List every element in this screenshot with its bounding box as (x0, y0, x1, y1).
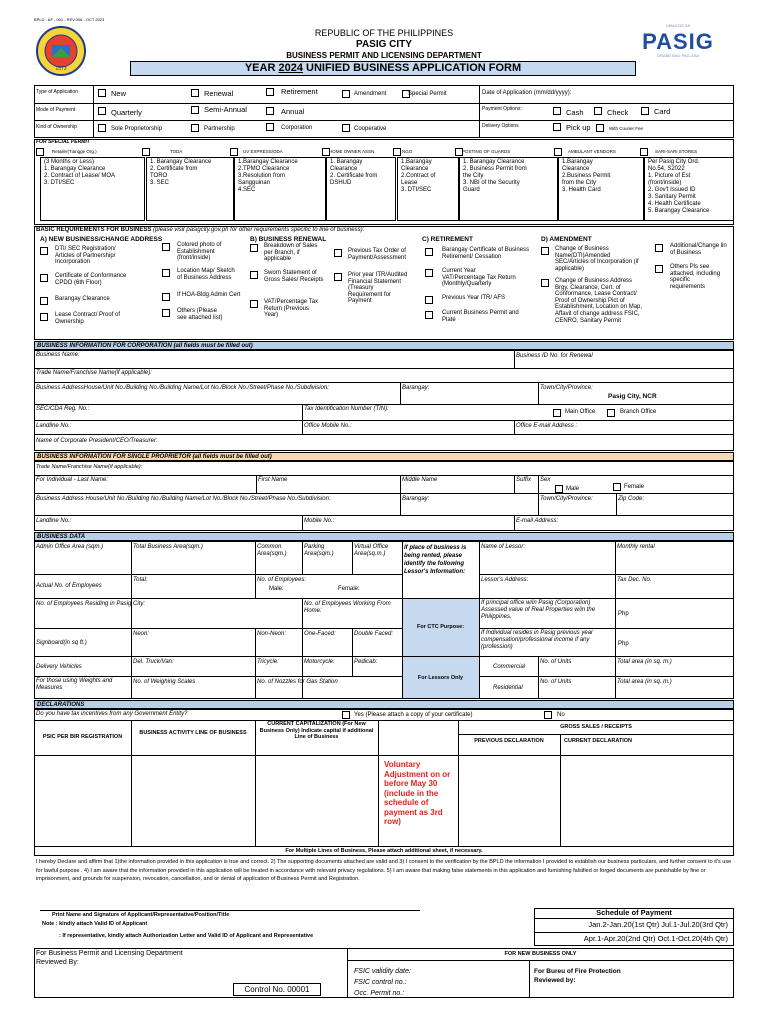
no-employees-label: No. of Employees: (257, 577, 307, 583)
current-declaration-label: CURRENT DECLARATION (564, 738, 633, 744)
new-business-req2-checkbox-1[interactable] (162, 243, 170, 251)
bpld-label: For Business Permit and Licensing Department (36, 950, 183, 957)
weights-measures-label: For those using Weights and Measures (36, 678, 113, 691)
corp-town-value: Pasig City, NCR (608, 393, 657, 400)
occupancy-permit-label: Occ. Permit no.: (354, 990, 405, 997)
commercial-area-label: Total area (in sq. m.) (617, 659, 672, 665)
new-business-req-item-2: Certificate of Conformance CPDO (6th Floor) (55, 273, 127, 286)
truck-label: Del. Truck/Van: (133, 659, 174, 665)
retirement-req-item-2: Current Year VAT/Percentage Tax Return (Monthly/Quarterly (442, 268, 516, 288)
sole-barangay-label: Barangay: (402, 496, 430, 502)
ctc-label: For CTC Purpose: (416, 624, 465, 630)
corporation-label: Corporation (281, 125, 313, 131)
cash-label: Cash (566, 108, 584, 117)
retirement-checkbox[interactable] (266, 88, 274, 96)
activity-label: BUSINESS ACTIVITY LINE OF BUSINESS (139, 730, 247, 736)
retirement-req-item-3: Previous Year ITR/ AFS (442, 295, 506, 301)
renewal-checkbox[interactable] (191, 89, 199, 97)
pickup-checkbox[interactable] (553, 123, 561, 131)
psic-label: PSIC PER BIR REGISTRATION (42, 734, 123, 740)
weighing-scales-label: No. of Weighing Scales (133, 679, 196, 685)
pedicab-label: Pedicab: (354, 659, 378, 665)
main-office-label: Main Office (565, 409, 596, 415)
new-business-req-item-1: DTI/ SEC Registration/ Articles of Partnership/ Incorporation (55, 246, 116, 266)
new-business-req2-item-4: Others (Please see attached list) (177, 308, 223, 321)
corp-barangay-label: Barangay: (402, 385, 430, 391)
corporation-checkbox[interactable] (266, 123, 274, 131)
ownership-label: Kind of Ownership (36, 124, 77, 130)
semi-annual-label: Semi-Annual (204, 105, 247, 114)
common-area-label: Common Area(sqm.) (257, 544, 287, 557)
schedule-title: Schedule of Payment (596, 908, 672, 917)
retirement-req-item-4: Current Business Permit and Plate (442, 310, 519, 323)
amendment-req-checkbox-2[interactable] (541, 279, 549, 287)
corp-town-label: Town/City/Province: (540, 385, 593, 391)
tricycle-label: Tricycle: (257, 659, 279, 665)
corp-tin-label: Tax Identification Number (TIN): (304, 406, 389, 412)
lessor-info-label: If place of business is being rented, please identify the following Lessor's Information: (404, 545, 467, 575)
courier-checkbox[interactable] (596, 124, 604, 132)
amendment-label: Amendment (354, 91, 387, 97)
incentives-yes-checkbox[interactable] (342, 711, 350, 719)
annual-label: Annual (281, 107, 305, 116)
voluntary-adjustment-note: Voluntary Adjustment on or before May 30 (include in the schedule of payment as 3rd row) (384, 760, 451, 826)
delivery-label: Delivery Options (482, 123, 519, 129)
special-permit-label: Special Permit (408, 91, 447, 97)
neon-label: Neon: (133, 631, 150, 637)
virtual-office-label: Virtual Office Area(sq.m.) (354, 544, 389, 557)
sole-zip-label: Zip Code: (618, 496, 645, 502)
special-permit-title-5: NGO (402, 149, 413, 154)
new-business-req-checkbox-3[interactable] (40, 297, 48, 305)
employees-pasig-label: No. of Employees Residing in Pasig City: (36, 601, 146, 607)
female-label: Female (624, 484, 645, 490)
semi-annual-checkbox[interactable] (191, 106, 199, 114)
sole-landline-label: Landline No.: (36, 518, 72, 524)
special-permit-requirements-1: (3 Months or Less) 1. Barangay Clearance 2. Contract of Lease/ MOA 3. DTI/SEC (40, 157, 145, 221)
renewal-req-checkbox-1[interactable] (250, 244, 258, 252)
amendment-req-checkbox-1[interactable] (541, 247, 549, 255)
new-business-heading: A) NEW BUSINESS/CHANGE ADDRESS (40, 236, 163, 243)
male-checkbox[interactable] (555, 485, 563, 493)
middle-name-label: Middle Name (402, 477, 438, 483)
php-label-1: Php (618, 611, 629, 617)
main-office-checkbox[interactable] (553, 409, 561, 417)
employees-total-label: Total: (133, 577, 148, 583)
new-business-only-label: FOR NEW BUSINESS ONLY (504, 951, 577, 957)
retirement-req-checkbox-3[interactable] (425, 296, 433, 304)
special-permit-title-7: AMBULANT VENDORS (568, 149, 616, 154)
department-heading: BUSINESS PERMIT AND LICENSING DEPARTMENT (286, 51, 482, 60)
sole-mobile-label: Mobile No.: (304, 518, 335, 524)
gross-sales-label: GROSS SALES / RECEIPTS (560, 724, 632, 730)
sole-header-bar: BUSINESS INFORMATION FOR SINGLE PROPRIETOR (all fields must be filled out) (34, 452, 734, 461)
corp-landline-label: Landline No.: (36, 423, 72, 429)
schedule-row-1: Jan.2-Jan.20(1st Qtr) Jul.1-Jul.20(3rd Qtr) (588, 920, 728, 929)
check-checkbox[interactable] (594, 107, 602, 115)
cooperative-label: Cooperative (354, 126, 387, 132)
bfp-reviewed-label: Reviewed by: (534, 977, 576, 984)
seal-year: 1573 (55, 66, 67, 72)
bpld-reviewed-label: Reviewed By: (36, 959, 79, 966)
lessor-address-label: Lessor's Address: (481, 577, 529, 583)
special-permit-requirements-4: 1. Barangay Clearance 2. Certificate from DSHUD (326, 157, 396, 221)
corp-sec-label: SEC/CDA Reg. No.: (36, 406, 90, 412)
residential-label: Residential (493, 685, 523, 691)
new-business-req-item-3: Barangay Clearance (55, 296, 110, 302)
amendment-req2-item-2: Others Pls see attached, including specific requirements (670, 264, 721, 290)
check-label: Check (607, 108, 629, 117)
sole-address-label: Business Address House/Unit No./Building No./Building Name/Lot No./Block No./Street/Phase No./Subdivision: (36, 496, 331, 502)
renewal-req2-item-1: Previous Tax Order of Payment/Assessment (348, 248, 407, 261)
new-business-req2-item-3: If HOA-Bldg Admin Cert (177, 292, 241, 298)
individual-income-label: If Individual resides in Pasig previous year compensation/professional income if any (profession) (481, 630, 594, 650)
renewal-req-checkbox-2[interactable] (250, 271, 258, 279)
amendment-req-item-1: Change of Business Name(DTI)Amended SEC/Articles of Incorporation (if applicable) (555, 246, 639, 272)
branch-office-checkbox[interactable] (607, 409, 615, 417)
first-name-label: First Name (258, 477, 288, 483)
partnership-label: Partnership (204, 126, 235, 132)
lessor-name-label: Name of Lessor: (481, 544, 526, 550)
principal-office-label: If principal office w/in Pasig (Corporation) Assessed value of Real Properties w/in the Philippines. (481, 600, 596, 620)
renewal-req-checkbox-3[interactable] (250, 300, 258, 308)
special-permit-requirements-2: 1. Barangay Clearance 2. Certificate from TORO 3. SEC (146, 157, 234, 221)
special-permit-requirements-3: 1.Barangay Clearance 2.TPMO Clearance 3.Resolution from Sangguinan 4.SEC (234, 157, 326, 221)
pasig-logo: UMAGOS KA PASIG GRABE ANG PAG-ASA (642, 23, 714, 58)
multiple-lines-note: For Multiple Lines of Business, Please attach additional sheet, if necessary. (285, 848, 483, 854)
incentives-no-checkbox[interactable] (544, 711, 552, 719)
last-name-label: For Individual - Last Name: (36, 477, 109, 483)
special-permit-checkbox-5[interactable] (393, 148, 401, 156)
payment-options-label: Payment Options: (482, 106, 522, 112)
cooperative-checkbox[interactable] (342, 124, 350, 132)
special-permit-requirements-6: 1. Barangay Clearance 2. Business Permit from the City 3. NBI of the Security Guard (459, 157, 558, 221)
amendment-checkbox[interactable] (342, 90, 350, 98)
male-label: Male (566, 486, 580, 492)
fsic-date-label: FSIC validity date: (354, 968, 411, 975)
previous-declaration-label: PREVIOUS DECLARATION (474, 738, 544, 744)
incentives-question: Do you have tax incentives from any Government Entity? (36, 711, 188, 717)
renewal-req2-checkbox-1[interactable] (334, 249, 342, 257)
commercial-units-label: No. of Units (540, 659, 572, 665)
new-checkbox[interactable] (98, 89, 106, 97)
retirement-req-checkbox-1[interactable] (425, 248, 433, 256)
bfp-label: For Bureu of Fire Protection (534, 968, 621, 975)
basic-requirements-heading: BASIC REQUIREMENTS FOR BUSINESS (please visit pasigcity.gov.ph for other requirements specific to line of business): (36, 227, 365, 233)
commercial-label: Commercial (493, 664, 526, 670)
new-business-req2-item-2: Location Map/ Sketch of Business Address (177, 268, 235, 281)
one-faced-label: One-Faced: (304, 631, 336, 637)
quarterly-label: Quarterly (111, 108, 142, 117)
signboard-label: Signboard(in sq ft.) (36, 640, 87, 646)
double-faced-label: Double Faced: (354, 631, 394, 637)
new-label: New (111, 89, 127, 98)
special-permit-checkbox-8[interactable] (640, 148, 648, 156)
amendment-req2-item-1: Additional/Change lin of Business (670, 243, 727, 256)
suffix-label: Suffix (516, 477, 532, 483)
form-code: BPLD - AF - 001 - REV.006 - OCT 2023 (34, 17, 105, 22)
special-permit-title-3: UV EXPRESS/ODA (243, 149, 283, 154)
payment-label: Mode of Payment (36, 107, 76, 113)
sole-label: Sole Proprietorship (111, 126, 163, 132)
admin-area-label: Admin Office Area (sqm.) (36, 544, 104, 550)
renewal-req2-item-2: Prior year ITR/Audited Financial Statement (Treasury Requirement for Payment (348, 272, 408, 305)
new-business-req2-checkbox-4[interactable] (162, 309, 170, 317)
type-label: Type of Application (36, 89, 78, 95)
special-permit-title-8: SARI-SARI STORES (655, 149, 698, 154)
renewal-req2-checkbox-2[interactable] (334, 273, 342, 281)
new-business-req-item-4: Lease Contract/ Proof of Ownership (55, 312, 121, 325)
renewal-heading: B) BUSINESS RENEWAL (250, 236, 327, 243)
republic-heading: REPUBLIC OF THE PHILIPPINES (314, 28, 454, 38)
special-permit-requirements-8: Per Pasig City Ord. No.54, S2022 1. Picture of Est (front/inside) 2. Gov't Issued ID 3. Sanitary Permit 4. Health Certificate 5. Barangay Clearance (644, 157, 734, 221)
fsic-no-label: FSIC control no.: (354, 979, 407, 986)
non-neon-label: Non-Neon: (257, 631, 287, 637)
delivery-vehicles-label: Delivery Vehicles (36, 664, 82, 670)
special-permit-title-2: TODA (170, 149, 183, 154)
sole-email-label: E-mail Address: (516, 518, 559, 524)
motorcycle-label: Motorcycle: (304, 659, 335, 665)
declarations-header-bar: DECLARATIONS (34, 700, 734, 709)
print-name-label: Print Name and Signature of Applicant/Representative/Position/Title (52, 912, 230, 918)
special-permit-checkbox-3[interactable] (230, 148, 238, 156)
lessors-only-label: For Lessors Only (417, 675, 464, 681)
monthly-rental-label: Monthly rental (617, 544, 655, 550)
corporation-header-bar: BUSINESS INFORMATION FOR CORPORATION (all fields must be filled out) (34, 341, 734, 350)
courier-label: With Courier Fee (609, 126, 644, 131)
retirement-req-checkbox-4[interactable] (425, 311, 433, 319)
retirement-label: Retirement (281, 87, 318, 96)
special-permit-requirements-5: 1.Barangay Clearance 2.Contract of Lease 3. DTI/SEC (397, 157, 459, 221)
card-checkbox[interactable] (641, 107, 649, 115)
special-permit-title-4: HOME OWNER ASSN. (329, 149, 376, 154)
sole-town-label: Town/City/Province: (540, 496, 593, 502)
renewal-req-item-3: VAT/Percentage Tax Return (Previous Year) (264, 299, 319, 319)
note-representative: : If representative, kindly attach Authorization Letter and Valid ID of Applicant and Representative (59, 933, 314, 939)
corp-address-label: Business AddressHouse/Unit No./Building No./Building Name/Lot No./Block No./Street/Phase No./Subdivision: (36, 385, 329, 391)
residential-area-label: Total area (in sq. m.) (617, 679, 672, 685)
note-valid-id: Note : kindly attach Valid ID of Applicant (42, 921, 148, 927)
renewal-label: Renewal (204, 89, 234, 98)
parking-area-label: Parking Area(sqm.) (304, 544, 334, 557)
incentives-no-label: No (557, 712, 565, 718)
employees-home-label: No. of Employees Working From Home: (304, 601, 391, 614)
corp-president-label: Name of Corporate President/CEO/Treasurer: (36, 438, 158, 444)
corporation-section (34, 350, 734, 451)
sex-label: Sex (540, 477, 551, 483)
special-permit-header: FOR SPECIAL PERMIT (36, 139, 90, 145)
new-business-req2-checkbox-3[interactable] (162, 293, 170, 301)
corp-business-id-label: Business ID No. for Renewal (516, 353, 593, 359)
card-label: Card (654, 107, 671, 116)
total-area-label: Total Business Area(sqm.) (133, 544, 203, 550)
quarterly-checkbox[interactable] (98, 107, 106, 115)
new-business-req2-item-1: Colored photo of Establishment (front/inside) (177, 242, 222, 262)
retirement-req-item-1: Barangay Certificate of Business Retirement/ Cessation (442, 247, 530, 260)
retirement-req-checkbox-2[interactable] (425, 269, 433, 277)
tax-dec-label: Tax Dec. No. (617, 577, 652, 583)
employees-male-label: Male: (269, 586, 284, 592)
corp-trade-name-label: Trade Name/Franchise Name(if applicable): (36, 370, 152, 376)
form-title: YEAR 2024 UNIFIED BUSINESS APPLICATION FORM (130, 61, 636, 76)
nozzles-label: No. of Nozzles for Gas Station (257, 679, 338, 685)
pickup-label: Pick up (566, 123, 591, 132)
renewal-req-item-1: Breakdown of Sales per Branch, if applicable (264, 243, 318, 263)
control-number: Control No. 00001 (233, 983, 321, 996)
city-heading: PASIG CITY (356, 39, 412, 50)
renewal-req-item-2: Sworn Statement of Gross Sales/ Receipts (264, 270, 324, 283)
retirement-heading: C) RETIREMENT (422, 236, 473, 243)
employees-female-label: Female: (338, 586, 360, 592)
amendment-req-item-2: Change of Business Address Brgy. Clearance, Cert. of Conformance, Lease Contract/ Proof of Ownership Pict of Establishment, Location on Map, Affavit of change address FSIC, CENRO, Sanitary Permit (555, 278, 643, 324)
annual-checkbox[interactable] (266, 107, 274, 115)
residential-units-label: No. of Units (540, 679, 572, 685)
new-business-req-checkbox-4[interactable] (40, 313, 48, 321)
cash-checkbox[interactable] (553, 107, 561, 115)
special-permit-title-6: POSTING OF GUARDS (462, 149, 511, 154)
amendment-heading: D) AMENDMENT (541, 236, 592, 243)
business-data-header-bar: BUSINESS DATA (34, 532, 734, 541)
corp-email-label: Office E-mail Address : (516, 423, 578, 429)
incentives-yes-label: Yes (Please attach a copy of your certificate) (354, 712, 473, 718)
corp-business-name-label: Business Name: (36, 352, 80, 358)
php-label-2: Php (618, 641, 629, 647)
amendment-req2-checkbox-1[interactable] (655, 244, 663, 252)
special-permit-checkbox-7[interactable] (554, 148, 562, 156)
special-permit-requirements-7: 1.Barangay Clearance 2.Business Permit from the City 3. Health Card (558, 157, 644, 221)
actual-employees-label: Actual No. of Employees (36, 583, 102, 589)
female-checkbox[interactable] (613, 483, 621, 491)
amendment-req2-checkbox-2[interactable] (655, 265, 663, 273)
special-permit-checkbox-2[interactable] (142, 148, 150, 156)
sole-checkbox[interactable] (98, 124, 106, 132)
new-business-req2-checkbox-2[interactable] (162, 269, 170, 277)
date-label: Date of Application (mm/dd/yyyy): (482, 90, 572, 96)
branch-office-label: Branch Office (620, 409, 657, 415)
oath-statement: I hereby Declare and affirm that 1)the information provided in this application is true and correct. 2) The supporting documents attached are valid and 3) I consent to the verification by the BPLD the information I provided to establish our business particulars, and further consent to it's use for lawful purpose . 4) I am aware that the information provided in this application will be treated in accordance with relevant privacy regulations. 5) I am aware that making false statements in this application and furnishing falsified or forged documents are punishable by fine or imprisonment, and grounds for suspension, revocation, cancellation, and or denial of application of Business Permit and Registration. (36, 859, 732, 883)
sole-trade-name-label: Trade Name/Franchise Name(if applicable): (36, 464, 143, 470)
new-business-req-checkbox-2[interactable] (40, 274, 48, 282)
new-business-req-checkbox-1[interactable] (40, 247, 48, 255)
corp-mobile-label: Office Mobile No.: (304, 423, 352, 429)
partnership-checkbox[interactable] (191, 124, 199, 132)
capital-label: CURRENT CAPITALIZATION (For New Business Only) Indicate capital if additional Line of Business (259, 721, 374, 740)
schedule-row-2: Apr.1-Apr.20(2nd Qtr) Oct.1-Oct.20(4th Qtr) (583, 934, 728, 943)
special-permit-checkbox-1[interactable] (36, 148, 44, 156)
special-permit-title-1: Retailer(Tiangge Org.) (52, 149, 97, 154)
